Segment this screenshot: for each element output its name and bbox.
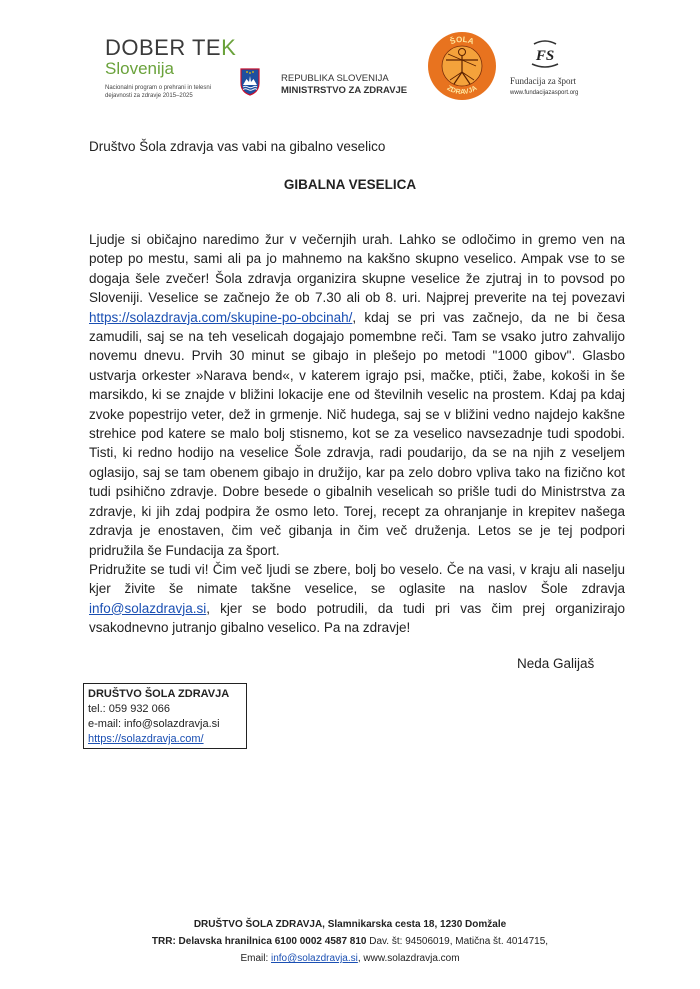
svg-text:ZDRAVJA: ZDRAVJA (445, 84, 479, 97)
fundacija-url: www.fundacijazasport.org (510, 90, 579, 96)
dober-tek-note: Nacionalni program o prehrani in telesni dejavnosti za zdravje 2015–2025 (105, 85, 212, 99)
contact-title: DRUŠTVO ŠOLA ZDRAVJA (88, 688, 230, 700)
body-text (89, 230, 625, 638)
info-email-link[interactable]: info@solazdravja.si (89, 600, 207, 616)
footer (0, 916, 700, 967)
dober-tek-logo (105, 36, 235, 100)
groups-by-municipality-link[interactable]: https://solazdravja.com/skupine-po-obcinah/ (89, 309, 353, 325)
dober-tek-title: DOBER TEK (105, 35, 237, 60)
footer-email-link[interactable]: info@solazdravja.si (271, 953, 358, 964)
document-title: GIBALNA VESELICA (283, 177, 417, 192)
ministry-logo (240, 68, 410, 102)
contact-box (83, 683, 247, 749)
contact-email: e-mail: info@solazdravja.si (88, 718, 220, 730)
fundacija-name: Fundacija za šport (510, 76, 576, 86)
footer-bank: TRR: Delavska hranilnica 6100 0002 4587 810 Dav. št: 94506019, Matična št. 4014715, (151, 936, 549, 947)
contact-phone: tel.: 059 932 066 (88, 703, 170, 715)
sola-zdravja-logo (426, 30, 498, 102)
dober-tek-subtitle: Slovenija (105, 59, 174, 78)
paragraph-1: Ljudje si običajno naredimo žur v večernjih urah. Lahko se odločimo in gremo ven na potep po mestu, sami ali pa jo mahnemo na kakšno skupno veselico. Ampak vse to se dogaja šele zvečer! Šola zdravja organizira skupne veselice že zjutraj in to povsod po Sloveniji. Veselice se začnejo že ob 7.30 ali ob 8. uri. Najprej preverite na tej povezavi https://solazdravja.com/skupine-po-obcinah/, kdaj se pri vas začnejo, da ne bi česa zamudili, saj se na teh veselicah dogajajo pomembne reči. Tam se vsako jutro zahvalijo novemu dnevu. Prvih 30 minut se gibajo in plešejo po metodi "1000 gibov". Glasbo ustvarja orkester »Narava bend«, v katerem igrajo psi, mačke, ptiči, žabe, kokoši in še marsikdo, ki se znajde v bližini lokacije ene od številnih veselic na prostem. Kdaj pa kdaj zvoke popestrijo veter, dež in grmenje. Nič hudega, saj se v bližini vedno najdejo kakšne strehice pod katere se malo bolj stisnemo, kot se za veselico navsezadnje tudi spodobi. Tisti, ki redno hodijo na veselice Šole zdravja, radi poudarijo, da se na njih z veseljem oglasijo, saj se tam obenem gibajo in družijo, kar pa zelo dobro vpliva tako na fizično kot tudi psihično zdravje. Dobre besede o gibalnih veselicah so prišle tudi do Ministrstva za zdravje, ki jih zdaj podpira že osmo leto. Torej, recept za ohranjanje in krepitev našega zdravja je enostaven, čim več gibanja in čim več druženja. Letos se je tej podpori pridružila še Fundacija za šport. (89, 232, 625, 558)
footer-address: DRUŠTVO ŠOLA ZDRAVJA, Slamnikarska cesta 18, 1230 Domžale (193, 919, 507, 930)
fundacija-za-sport-logo (510, 38, 590, 102)
svg-text:ŠOLA: ŠOLA (448, 34, 476, 47)
intro-line: Društvo Šola zdravja vas vabi na gibalno veselico (89, 139, 386, 154)
slovenia-crest-icon (240, 68, 260, 96)
fs-mark-icon (528, 38, 562, 70)
ministry-line2: MINISTRSTVO ZA ZDRAVJE (281, 85, 408, 96)
contact-website-link[interactable]: https://solazdravja.com/ (88, 733, 204, 745)
svg-text:FS: FS (535, 48, 555, 64)
footer-contact: Email: info@solazdravja.si, www.solazdravja.com (240, 953, 460, 964)
ministry-line1: REPUBLIKA SLOVENIJA (281, 73, 389, 84)
paragraph-2: Pridružite se tudi vi! Čim več ljudi se zbere, bolj bo veselo. Če na vasi, v kraju ali naselju kjer živite še nimate takšne veselice, se oglasite na naslov Šole zdravja info@solazdravja.si, kjer se bodo potrudili, da tudi pri vas čim prej organizirajo vsakodnevno jutranjo gibalno veselico. Pa na zdravje! (89, 561, 625, 636)
signature: Neda Galijaš (517, 656, 595, 671)
